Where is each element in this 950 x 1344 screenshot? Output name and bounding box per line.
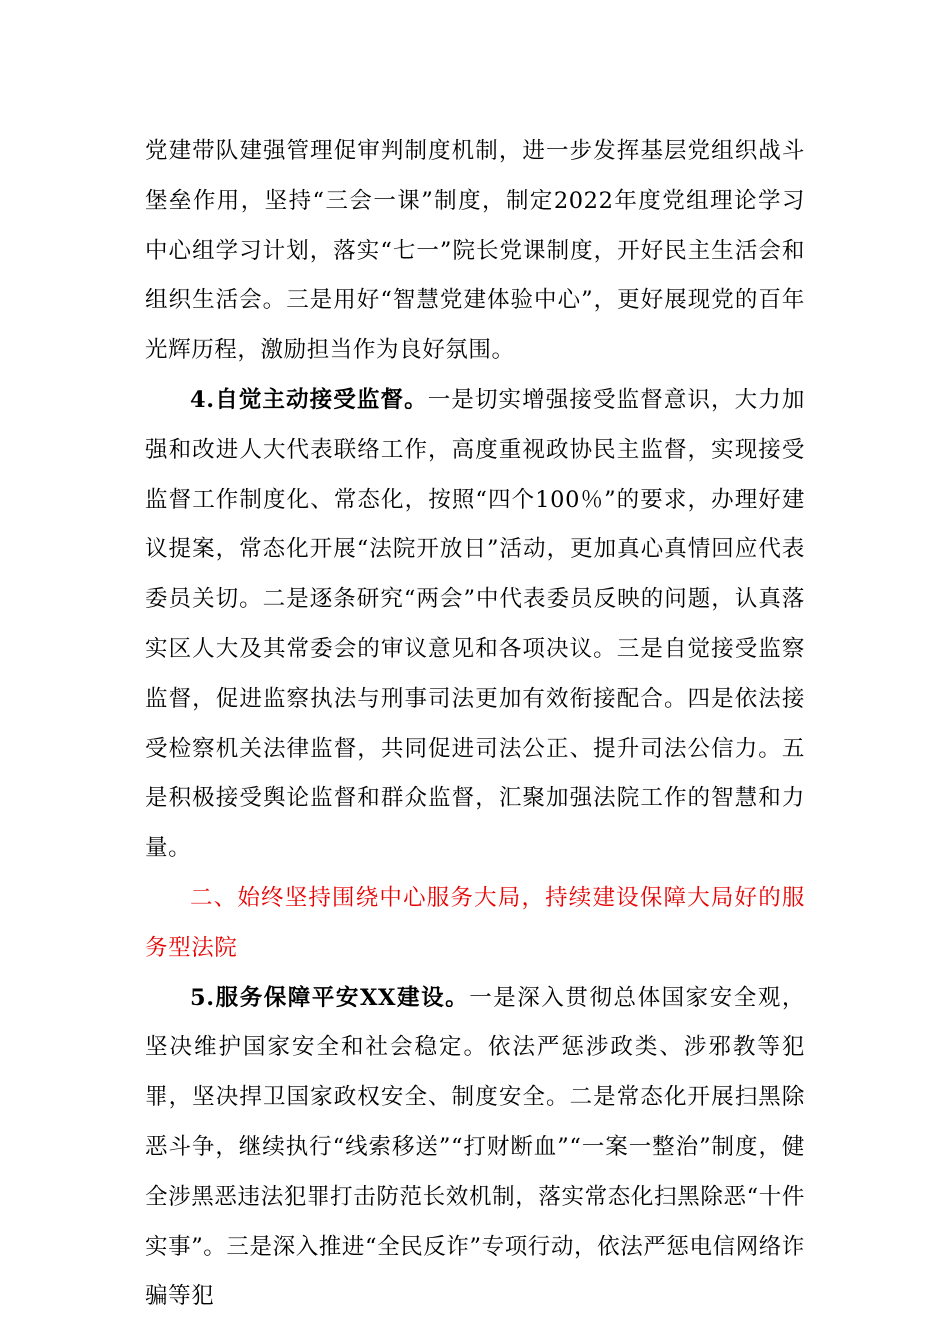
paragraph-lead-title: 5.服务保障平安XX建设。 <box>190 984 470 1011</box>
paragraph-safety <box>145 974 805 1323</box>
paragraph-text: 一是切实增强接受监督意识，大力加强和改进人大代表联络工作，高度重视政协民主监督，实现接受监督工作制度化、常态化，按照“四个100％”的要求，办理好建议提案，常态化开展“法院开放日”活动，更加真心真情回应代表委员关切。二是逐条研究“两会”中代表委员反映的问题，认真落实区人大及其常委会的审议意见和各项决议。三是自觉接受监察监督，促进监察执法与刑事司法更加有效衔接配合。四是依法接受检察机关法律监督，共同促进司法公正、提升司法公信力。五是积极接受舆论监督和群众监督，汇聚加强法院工作的智慧和力量。 <box>145 386 805 862</box>
paragraph-lead-title: 4.自觉主动接受监督。 <box>190 386 428 413</box>
section-heading <box>145 874 805 974</box>
section-heading-text: 二、始终坚持围绕中心服务大局，持续建设保障大局好的服务型法院 <box>145 884 805 961</box>
paragraph-supervision <box>145 376 805 874</box>
paragraph-continuation <box>145 127 805 376</box>
paragraph-text: 一是深入贯彻总体国家安全观，坚决维护国家安全和社会稳定。依法严惩涉政类、涉邪教等犯罪，坚决捍卫国家政权安全、制度安全。二是常态化开展扫黑除恶斗争，继续执行“线索移送”“打财断血”“一案一整治”制度，健全涉黑恶违法犯罪打击防范长效机制，落实常态化扫黑除恶“十件实事”。三是深入推进“全民反诈”专项行动，依法严惩电信网络诈骗等犯 <box>145 984 806 1310</box>
paragraph-text: 党建带队建强管理促审判制度机制，进一步发挥基层党组织战斗堡垒作用，坚持“三会一课”制度，制定2022年度党组理论学习中心组学习计划，落实“七一”院长党课制度，开好民主生活会和组织生活会。三是用好“智慧党建体验中心”，更好展现党的百年光辉历程，激励担当作为良好氛围。 <box>145 138 805 364</box>
document-page <box>145 127 805 1322</box>
